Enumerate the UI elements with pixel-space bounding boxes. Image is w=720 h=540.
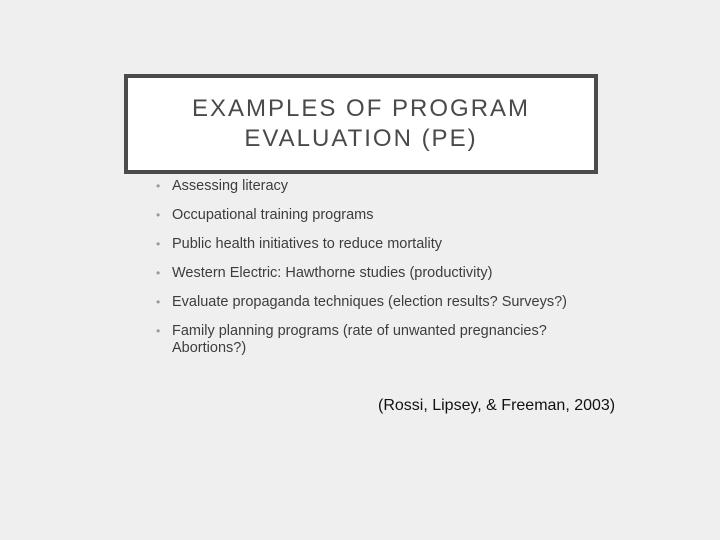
bullet-item xyxy=(156,265,616,282)
bullet-item xyxy=(156,207,616,224)
bullet-dot-icon: • xyxy=(156,295,161,309)
title-line-1: EXAMPLES OF PROGRAM xyxy=(191,95,531,122)
bullet-item xyxy=(156,294,616,311)
bullet-dot-icon: • xyxy=(156,266,161,280)
bullet-dot-icon: • xyxy=(156,237,161,251)
bullet-text: Public health initiatives to reduce mortality xyxy=(172,236,442,252)
bullet-item xyxy=(156,236,616,253)
bullet-dot-icon: • xyxy=(156,208,161,222)
bullet-text: Evaluate propaganda techniques (election results? Surveys?) xyxy=(172,294,567,310)
bullet-text: Occupational training programs xyxy=(172,207,374,223)
bullet-item xyxy=(156,323,616,357)
bullet-dot-icon: • xyxy=(156,324,161,338)
title-line-2: EVALUATION (PE) xyxy=(244,125,478,152)
citation: (Rossi, Lipsey, & Freeman, 2003) xyxy=(378,397,616,414)
bullet-text: Assessing literacy xyxy=(172,178,289,194)
bullet-text: Western Electric: Hawthorne studies (productivity) xyxy=(172,265,493,281)
bullet-list xyxy=(156,178,616,369)
bullet-dot-icon: • xyxy=(156,179,161,193)
bullet-item xyxy=(156,178,616,195)
slide-title xyxy=(192,94,530,154)
title-box xyxy=(124,74,598,174)
bullet-text: Family planning programs (rate of unwanted pregnancies? Abortions?) xyxy=(172,323,547,356)
